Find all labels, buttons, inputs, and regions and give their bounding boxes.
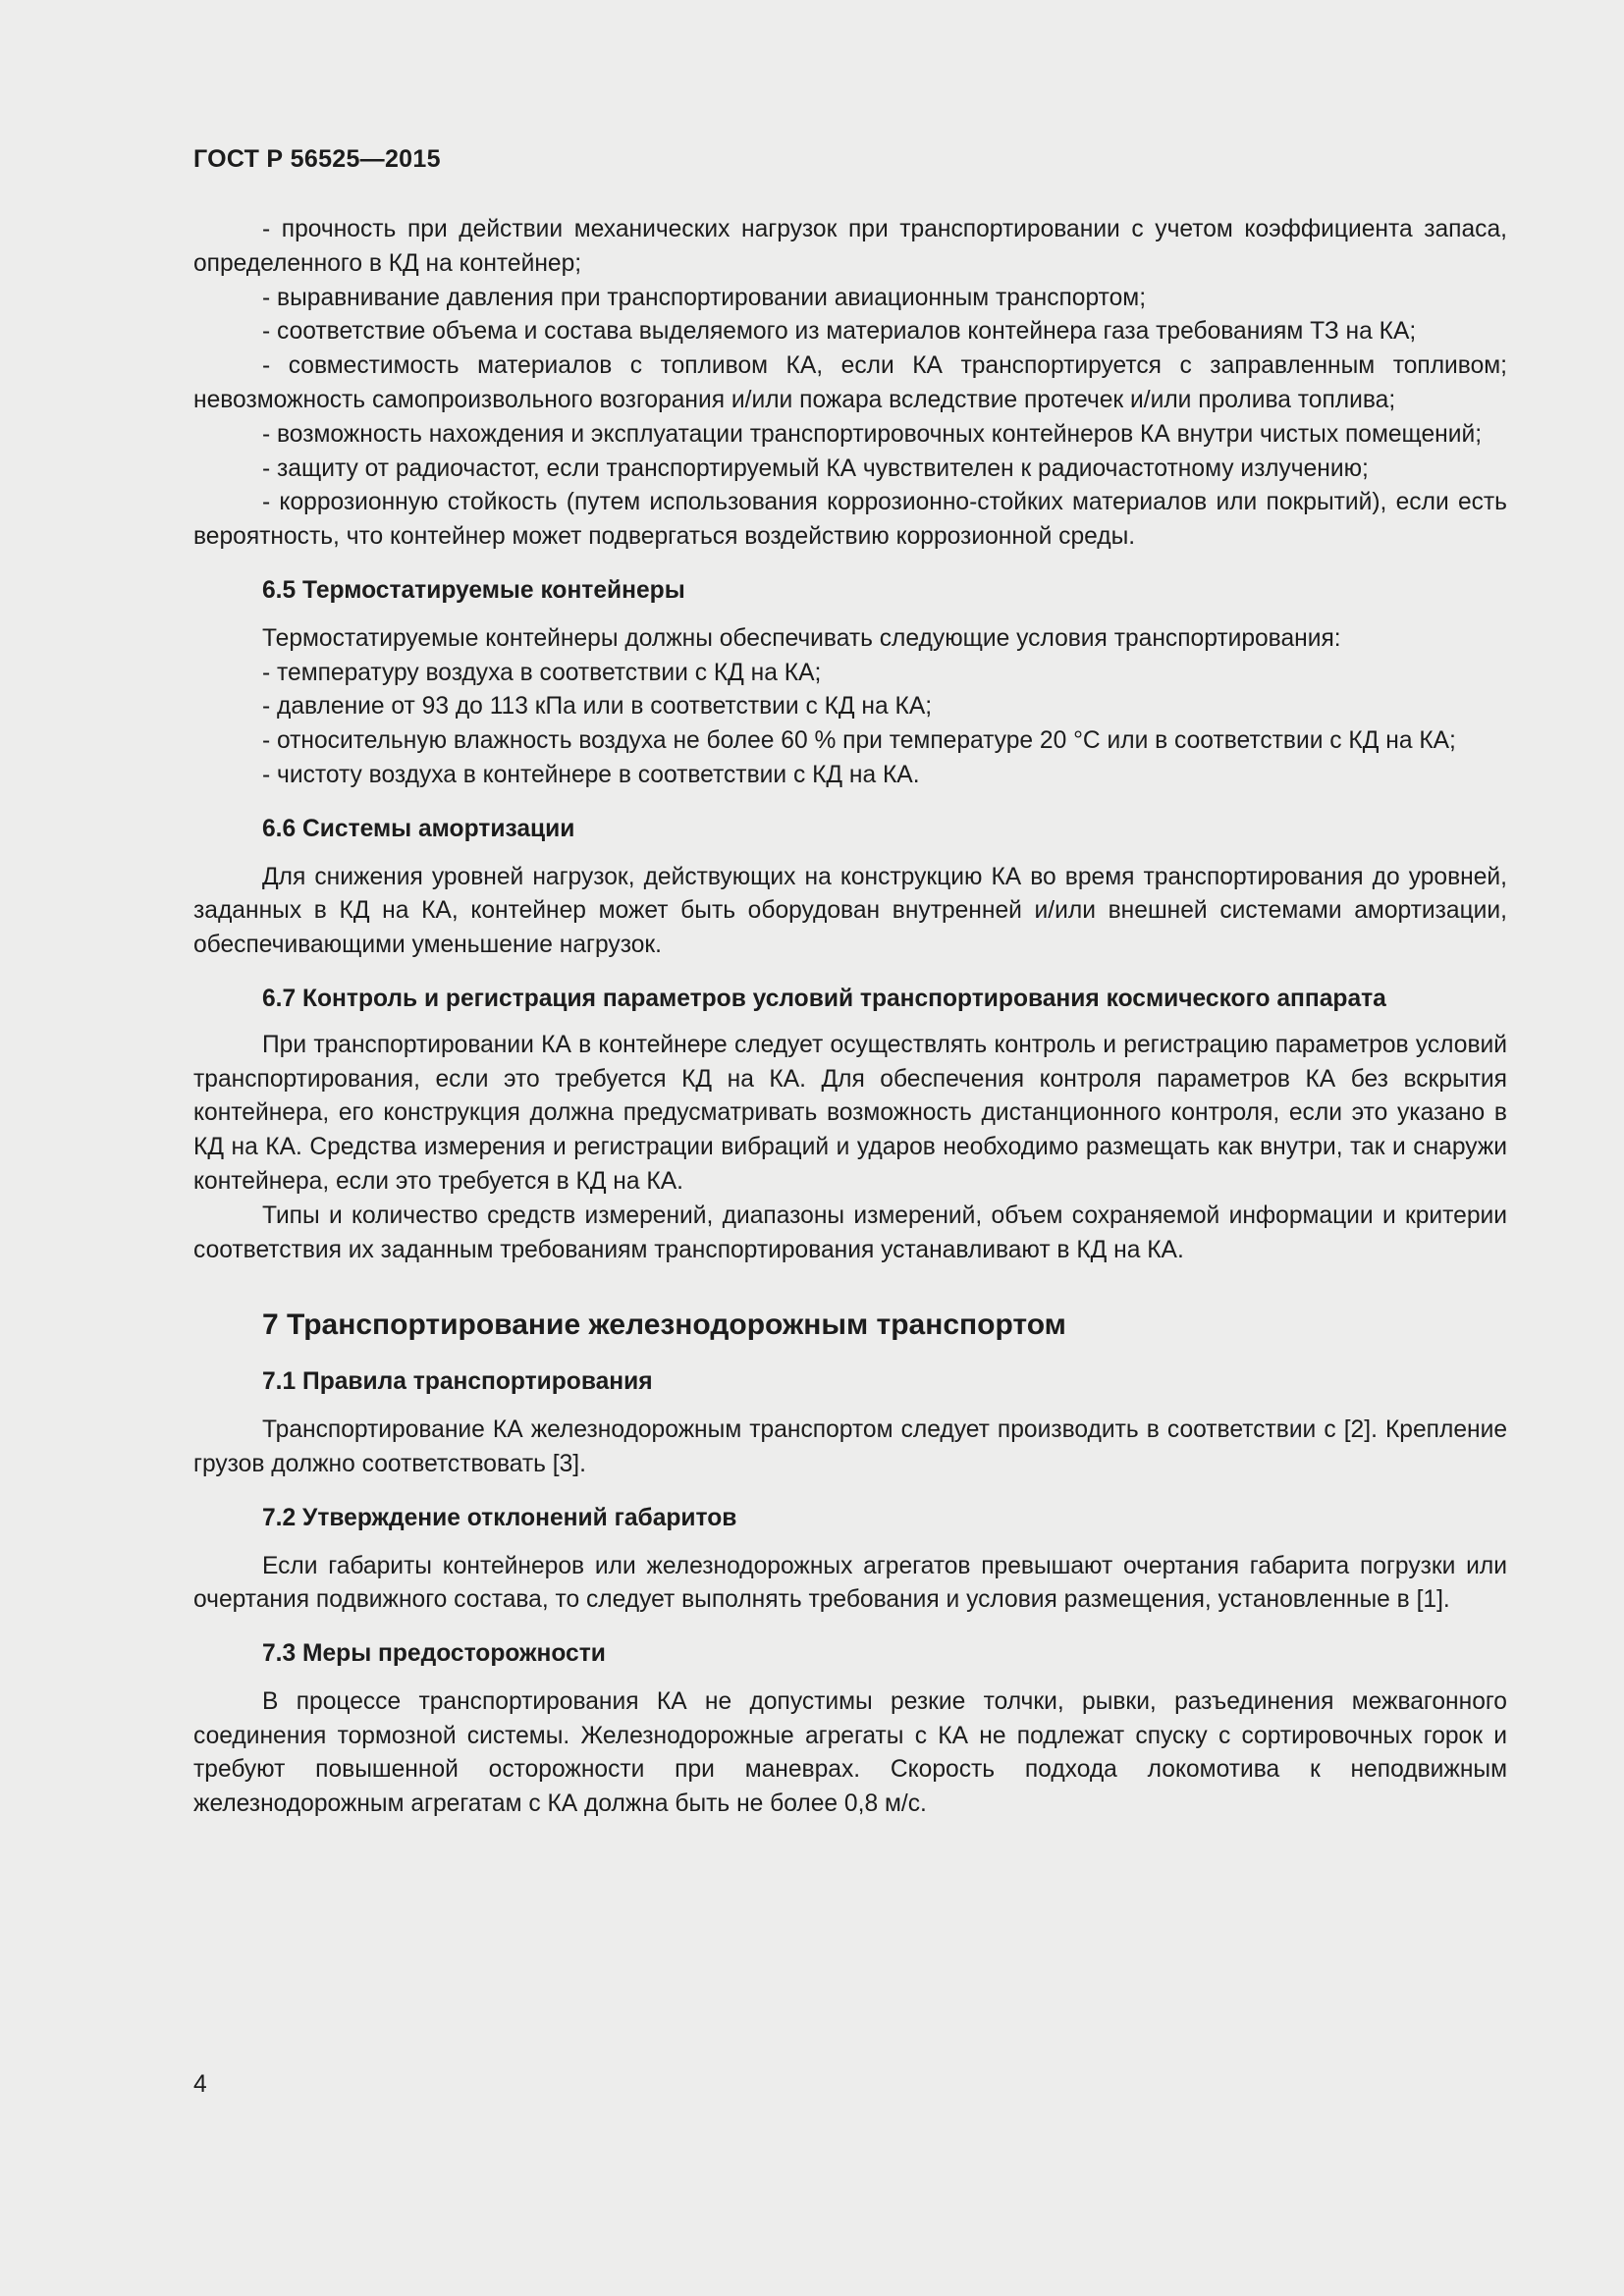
document-page (193, 147, 1507, 1822)
list-item: - выравнивание давления при транспортировании авиационным транспортом; (262, 284, 1147, 311)
paragraph: Транспортирование КА железнодорожным транспортом следует производить в соответствии с [2]. Крепление грузов должно соответствовать [3]. (193, 1416, 1507, 1477)
list-item: - давление от 93 до 113 кПа или в соответствии с КД на КА; (262, 693, 933, 721)
subsection-heading-7-3: 7.3 Меры предосторожности (262, 1640, 606, 1668)
paragraph: При транспортировании КА в контейнере следует осуществлять контроль и регистрацию параметров условий транспортирования, если это требуется КД на КА. Для обеспечения контроля параметров КА без вскрытия контейнера, его конструкция должна предусматривать возможность дистанционного контроля, если это указано в КД на КА. Средства измерения и регистрации вибраций и ударов необходимо размещать как внутри, так и снаружи контейнера, если это требуется в КД на КА. (193, 1031, 1507, 1195)
paragraph: Термостатируемые контейнеры должны обеспечивать следующие условия транспортирования: (262, 624, 1341, 652)
paragraph: Типы и количество средств измерений, диапазоны измерений, объем сохраняемой информации и критерии соответствия их заданным требованиям транспортирования устанавливают в КД на КА. (193, 1201, 1507, 1263)
paragraph: Если габариты контейнеров или железнодорожных агрегатов превышают очертания габарита погрузки или очертания подвижного состава, то следует выполнять требования и условия размещения, установленные в [1]. (193, 1552, 1507, 1614)
list-item: - возможность нахождения и эксплуатации транспортировочных контейнеров КА внутри чистых помещений; (262, 420, 1483, 448)
list-item: - чистоту воздуха в контейнере в соответствии с КД на КА. (262, 761, 920, 788)
list-item: - прочность при действии механических нагрузок при транспортировании с учетом коэффициента запаса, определенного в КД на контейнер; (193, 216, 1507, 277)
paragraph: В процессе транспортирования КА не допустимы резкие толчки, рывки, разъединения межвагонного соединения тормозной системы. Железнодорожные агрегаты с КА не подлежат спуску с сортировочных горок и требуют повышенной осторожности при маневрах. Скорость подхода локомотива к неподвижным железнодорожным агрегатам с КА должна быть не более 0,8 м/с. (193, 1687, 1507, 1818)
section-heading-7: 7 Транспортирование железнодорожным транспортом (262, 1308, 1066, 1342)
paragraph: Для снижения уровней нагрузок, действующих на конструкцию КА во время транспортирования до уровней, заданных в КД на КА, контейнер может быть оборудован внутренней и/или внешней системами амортизации, обеспечивающими уменьшение нагрузок. (193, 863, 1507, 959)
subsection-heading-6-5: 6.5 Термостатируемые контейнеры (262, 576, 685, 604)
list-item: - коррозионную стойкость (путем использования коррозионно-стойких материалов или покрытий), если есть вероятность, что контейнер может подвергаться воздействию коррозионной среды. (193, 489, 1507, 551)
list-item: - соответствие объема и состава выделяемого из материалов контейнера газа требованиям ТЗ на КА; (262, 318, 1417, 346)
subsection-heading-6-7: 6.7 Контроль и регистрация параметров условий транспортирования космического аппарата (262, 985, 1386, 1012)
subsection-heading-6-6: 6.6 Системы амортизации (262, 815, 575, 842)
list-item: - относительную влажность воздуха не более 60 % при температуре 20 °С или в соответствии с КД на КА; (262, 727, 1456, 755)
subsection-heading-7-2: 7.2 Утверждение отклонений габаритов (262, 1504, 737, 1531)
requirements-list (193, 213, 1507, 555)
subsection-heading-7-1: 7.1 Правила транспортирования (262, 1368, 653, 1396)
document-header: ГОСТ Р 56525—2015 (193, 145, 441, 173)
list-item: - совместимость материалов с топливом КА, если КА транспортируется с заправленным топливом; невозможность самопроизвольного возгорания и/или пожара вследствие протечек и/или пролива топлива; (193, 352, 1507, 413)
list-item: - температуру воздуха в соответствии с КД на КА; (262, 659, 822, 686)
page-number: 4 (193, 2071, 207, 2098)
list-item: - защиту от радиочастот, если транспортируемый КА чувствителен к радиочастотному излучению; (262, 454, 1369, 482)
